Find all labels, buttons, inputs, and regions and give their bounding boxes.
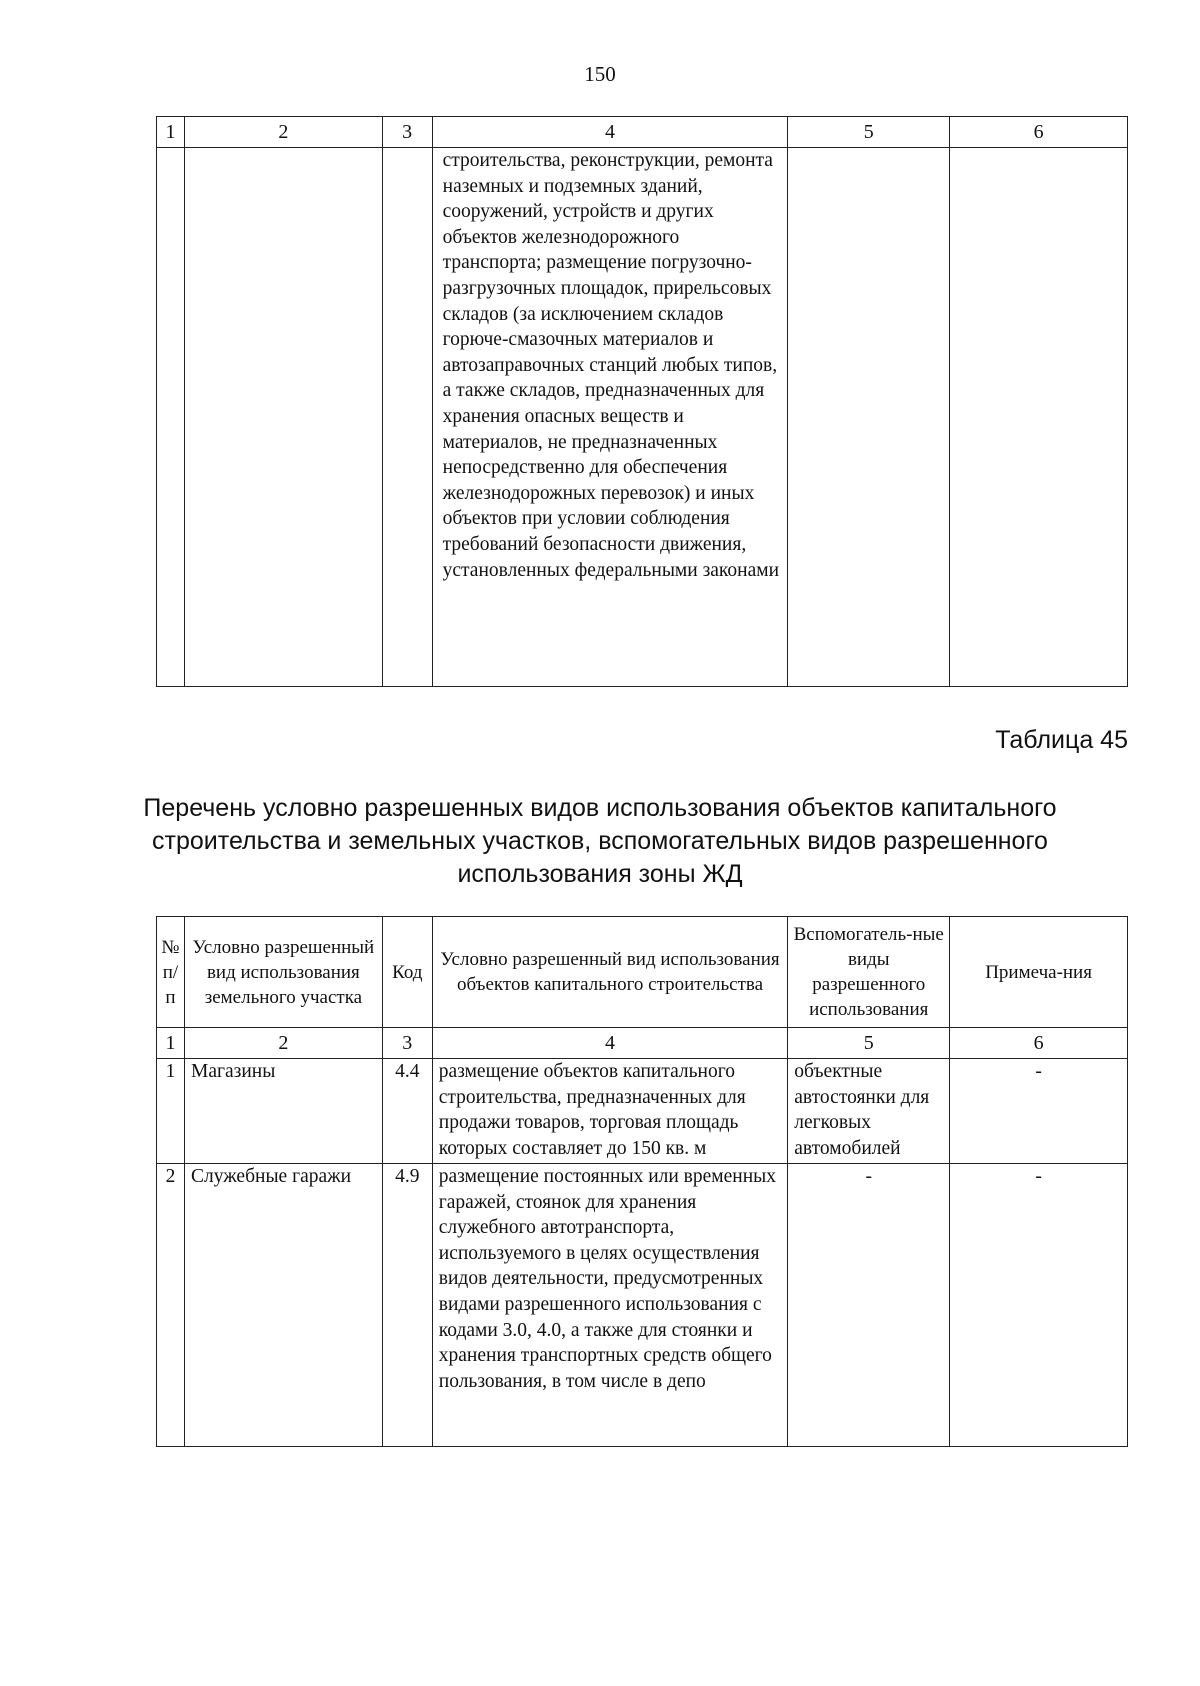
col-num: 4 <box>432 1028 788 1059</box>
header-cell: Код <box>382 917 432 1028</box>
col-num: 3 <box>382 1028 432 1059</box>
table-45 <box>156 916 1128 1447</box>
cell-number: 1 <box>157 1059 185 1164</box>
col-num: 6 <box>950 117 1128 148</box>
table-row <box>157 148 1128 687</box>
table-title: Перечень условно разрешенных видов использования объектов капитального строительства и земельных участков, вспомогательных видов разрешенного использования зоны ЖД <box>143 794 1057 888</box>
continued-table <box>156 116 1128 687</box>
cell-number <box>157 148 185 687</box>
cell-capital-use: размещение объектов капитального строительства, предназначенных для продажи товаров, торговая площадь которых составляет до 150 кв. м <box>432 1059 788 1164</box>
col-num: 6 <box>950 1028 1128 1059</box>
header-cell: Вспомогатель-ные виды разрешенного использования <box>788 917 950 1028</box>
header-cell: № п/п <box>157 917 185 1028</box>
cell-number: 2 <box>157 1164 185 1447</box>
col-num: 3 <box>382 117 432 148</box>
cell-auxiliary: - <box>788 1164 950 1447</box>
col-num: 1 <box>157 117 185 148</box>
cell-land-use <box>184 148 382 687</box>
table-row <box>157 1059 1128 1164</box>
col-num: 2 <box>184 1028 382 1059</box>
cell-land-use: Служебные гаражи <box>184 1164 382 1447</box>
column-number-row <box>157 1028 1128 1059</box>
column-number-row <box>157 117 1128 148</box>
table-row <box>157 1164 1128 1447</box>
page-number: 150 <box>584 62 616 86</box>
cell-code <box>382 148 432 687</box>
table-label: Таблица 45 <box>995 726 1128 754</box>
cell-code: 4.4 <box>382 1059 432 1164</box>
col-num: 5 <box>788 1028 950 1059</box>
header-cell: Примеча-ния <box>950 917 1128 1028</box>
col-num: 5 <box>788 117 950 148</box>
col-num: 4 <box>432 117 788 148</box>
cell-code: 4.9 <box>382 1164 432 1447</box>
cell-notes <box>950 148 1128 687</box>
cell-land-use: Магазины <box>184 1059 382 1164</box>
cell-auxiliary: объектные автостоянки для легковых автомобилей <box>788 1059 950 1164</box>
cell-auxiliary <box>788 148 950 687</box>
cell-notes: - <box>950 1164 1128 1447</box>
col-num: 2 <box>184 117 382 148</box>
cell-capital-use: размещение постоянных или временных гаражей, стоянок для хранения служебного автотранспорта, используемого в целях осуществления видов деятельности, предусмотренных видами разрешенного использования с кодами 3.0, 4.0, а также для стоянки и хранения транспортных средств общего пользования, в том числе в депо <box>432 1164 788 1447</box>
cell-capital-use: строительства, реконструкции, ремонта наземных и подземных зданий, сооружений, устройств и других объектов железнодорожного транспорта; размещение погрузочно-разгрузочных площадок, прирельсовых складов (за исключением складов горюче-смазочных материалов и автозаправочных станций любых типов, а также складов, предназначенных для хранения опасных веществ и материалов, не предназначенных непосредственно для обеспечения железнодорожных перевозок) и иных объектов при условии соблюдения требований безопасности движения, установленных федеральными законами <box>432 148 788 687</box>
header-cell: Условно разрешенный вид использования земельного участка <box>184 917 382 1028</box>
header-row <box>157 917 1128 1028</box>
header-cell: Условно разрешенный вид использования объектов капитального строительства <box>432 917 788 1028</box>
cell-notes: - <box>950 1059 1128 1164</box>
col-num: 1 <box>157 1028 185 1059</box>
